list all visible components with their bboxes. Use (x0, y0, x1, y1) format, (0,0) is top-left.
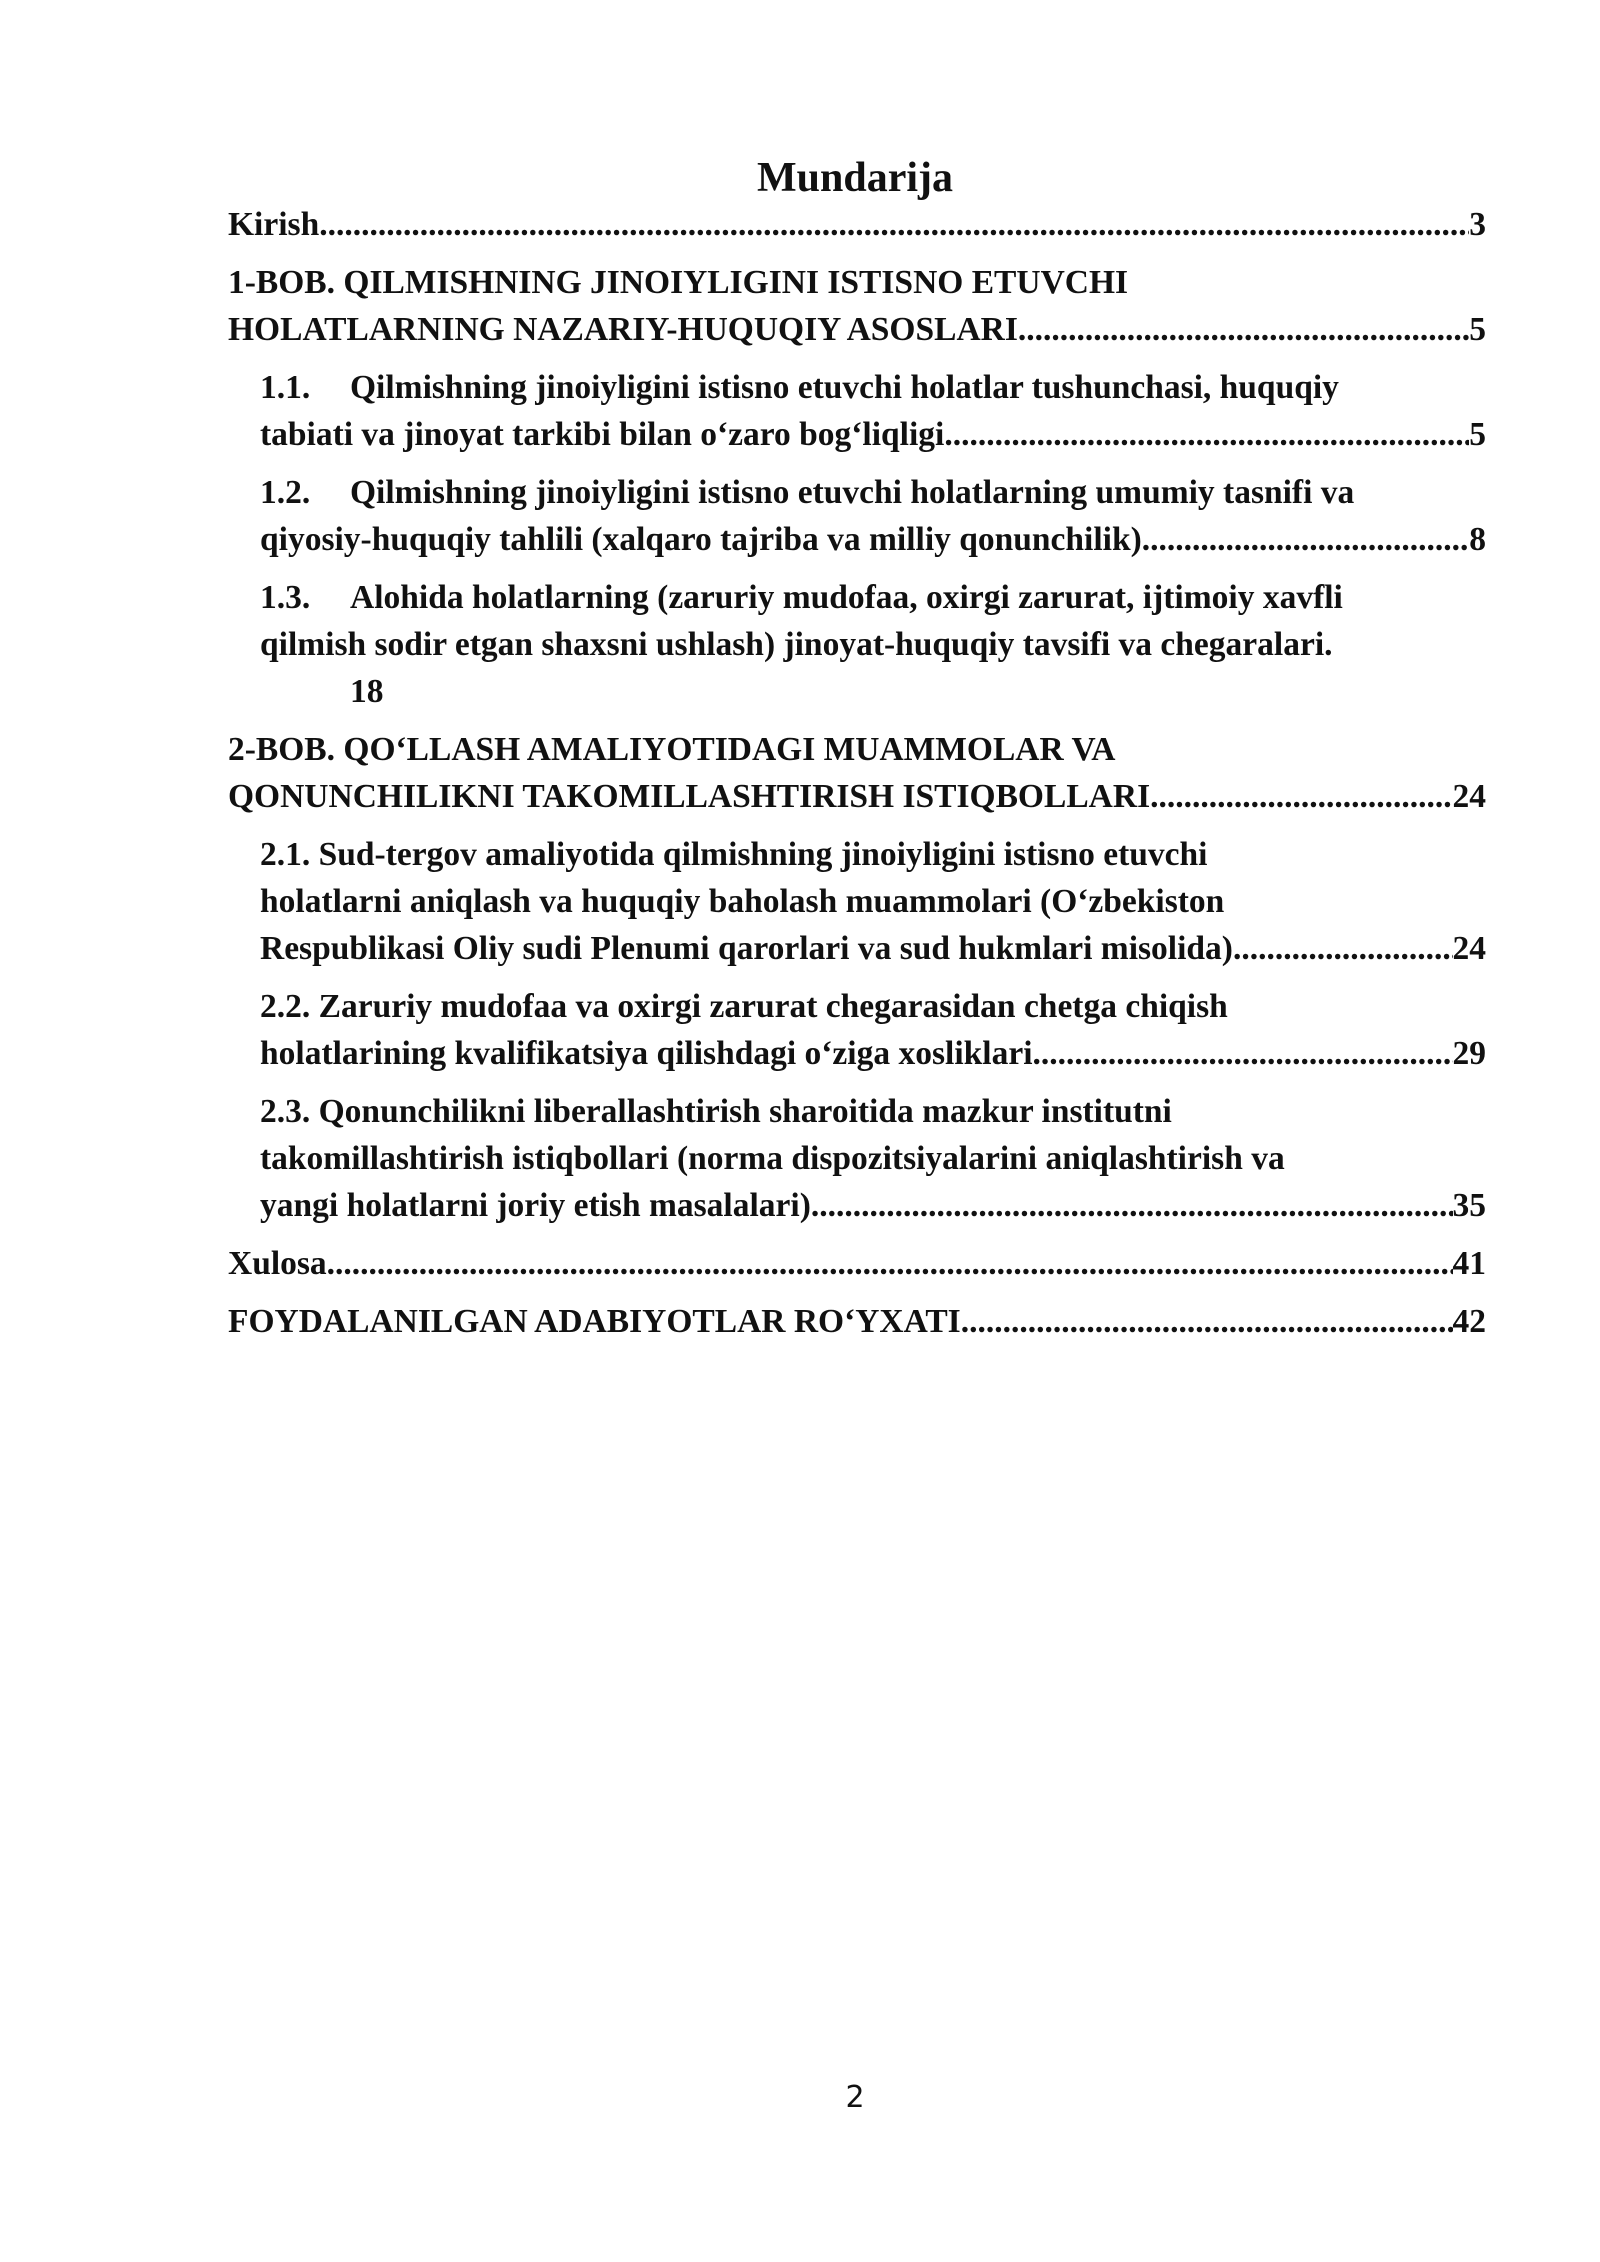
toc-page-number: 8 (1469, 521, 1486, 558)
toc-entry-section-1-1[interactable] (260, 364, 1486, 458)
toc-entry-text-line3: Respublikasi Oliy sudi Plenumi qarorlari va sud hukmlari misolida) (260, 930, 1233, 967)
toc-entry-text: Kirish (228, 206, 320, 243)
toc-entry-text-line2: takomillashtirish istiqbollari (norma dispozitsiyalarini aniqlashtirish va (260, 1140, 1285, 1177)
toc-page-number: 29 (1452, 1035, 1486, 1072)
toc-entry-text-line1: 1-BOB. QILMISHNING JINOIYLIGINI ISTISNO ETUVCHI (228, 264, 1129, 301)
dot-leader (1018, 306, 1469, 353)
toc-entry-kirish[interactable] (228, 201, 1486, 248)
toc-entry-references[interactable] (228, 1298, 1486, 1345)
dot-leader (811, 1182, 1453, 1229)
toc-entry-text: FOYDALANILGAN ADABIYOTLAR RO‘YXATI (228, 1303, 961, 1340)
toc-section-number: 1.1. (260, 369, 311, 406)
toc-entry-text-line2: tabiati va jinoyat tarkibi bilan o‘zaro bog‘liqligi (260, 416, 945, 453)
dot-leader (327, 1240, 1453, 1287)
toc-entry-text-line3: yangi holatlarni joriy etish masalalari) (260, 1187, 811, 1224)
toc-entry-chapter-2[interactable] (228, 726, 1486, 820)
toc-entry-text-line2: qiyosiy-huquqiy tahlili (xalqaro tajriba va milliy qonunchilik) (260, 521, 1142, 558)
toc-entry-section-2-1[interactable] (260, 831, 1486, 972)
toc-entry-text-line2: qilmish sodir etgan shaxsni ushlash) jinoyat-huquqiy tavsifi va chegaralari. (260, 626, 1333, 663)
dot-leader (1142, 516, 1469, 563)
toc-page-number: 41 (1452, 1245, 1486, 1282)
toc-page-number: 3 (1469, 206, 1486, 243)
toc-entry-chapter-1[interactable] (228, 259, 1486, 353)
toc-entry-section-1-3[interactable] (260, 574, 1486, 715)
toc-page-number: 5 (1469, 311, 1486, 348)
toc-entry-text-line1: Alohida holatlarning (zaruriy mudofaa, oxirgi zarurat, ijtimoiy xavfli (350, 579, 1343, 616)
toc-page-number: 35 (1452, 1187, 1486, 1224)
toc-entry-text-line1: 2-BOB. QO‘LLASH AMALIYOTIDAGI MUAMMOLAR VA (228, 731, 1116, 768)
dot-leader (944, 411, 1469, 458)
toc-entry-section-2-3[interactable] (260, 1088, 1486, 1229)
toc-section-number: 1.3. (260, 579, 311, 616)
toc-entry-section-2-2[interactable] (260, 983, 1486, 1077)
dot-leader (961, 1298, 1453, 1345)
dot-leader (1233, 925, 1453, 972)
toc-page-number: 5 (1469, 416, 1486, 453)
dot-leader (1033, 1030, 1453, 1077)
toc-page-number: 24 (1452, 778, 1486, 815)
toc-entry-text-line1: Qilmishning jinoiyligini istisno etuvchi holatlar tushunchasi, huquqiy (350, 369, 1339, 406)
toc-entry-xulosa[interactable] (228, 1240, 1486, 1287)
toc-section-number: 1.2. (260, 474, 311, 511)
toc-entry-text-line2: QONUNCHILIKNI TAKOMILLASHTIRISH ISTIQBOLLARI (228, 778, 1151, 815)
toc-entry-text-line1: Qilmishning jinoiyligini istisno etuvchi holatlarning umumiy tasnifi va (350, 474, 1355, 511)
toc-entry-text: Xulosa (228, 1245, 327, 1282)
toc-page-number: 18 (350, 673, 384, 710)
toc-entry-text-line1: 2.3. Qonunchilikni liberallashtirish sharoitida mazkur institutni (260, 1093, 1172, 1130)
toc-page-number: 24 (1452, 930, 1486, 967)
dot-leader (319, 201, 1469, 248)
toc-entry-text-line2: HOLATLARNING NAZARIY-HUQUQIY ASOSLARI (228, 311, 1018, 348)
toc-entry-text-line1: 2.2. Zaruriy mudofaa va oxirgi zarurat chegarasidan chetga chiqish (260, 988, 1228, 1025)
dot-leader (1150, 773, 1452, 820)
toc-entry-text-line2: holatlarining kvalifikatsiya qilishdagi o‘ziga xosliklari (260, 1035, 1033, 1072)
toc-entry-text-line2: holatlarni aniqlash va huquqiy baholash muammolari (O‘zbekiston (260, 883, 1225, 920)
toc-page-number: 42 (1452, 1303, 1486, 1340)
toc-entry-text-line1: 2.1. Sud-tergov amaliyotida qilmishning jinoiyligini istisno etuvchi (260, 836, 1208, 873)
toc-entry-section-1-2[interactable] (260, 469, 1486, 563)
table-of-contents (228, 201, 1486, 1345)
toc-title: Mundarija (756, 155, 953, 201)
page-number: 2 (845, 2080, 865, 2115)
